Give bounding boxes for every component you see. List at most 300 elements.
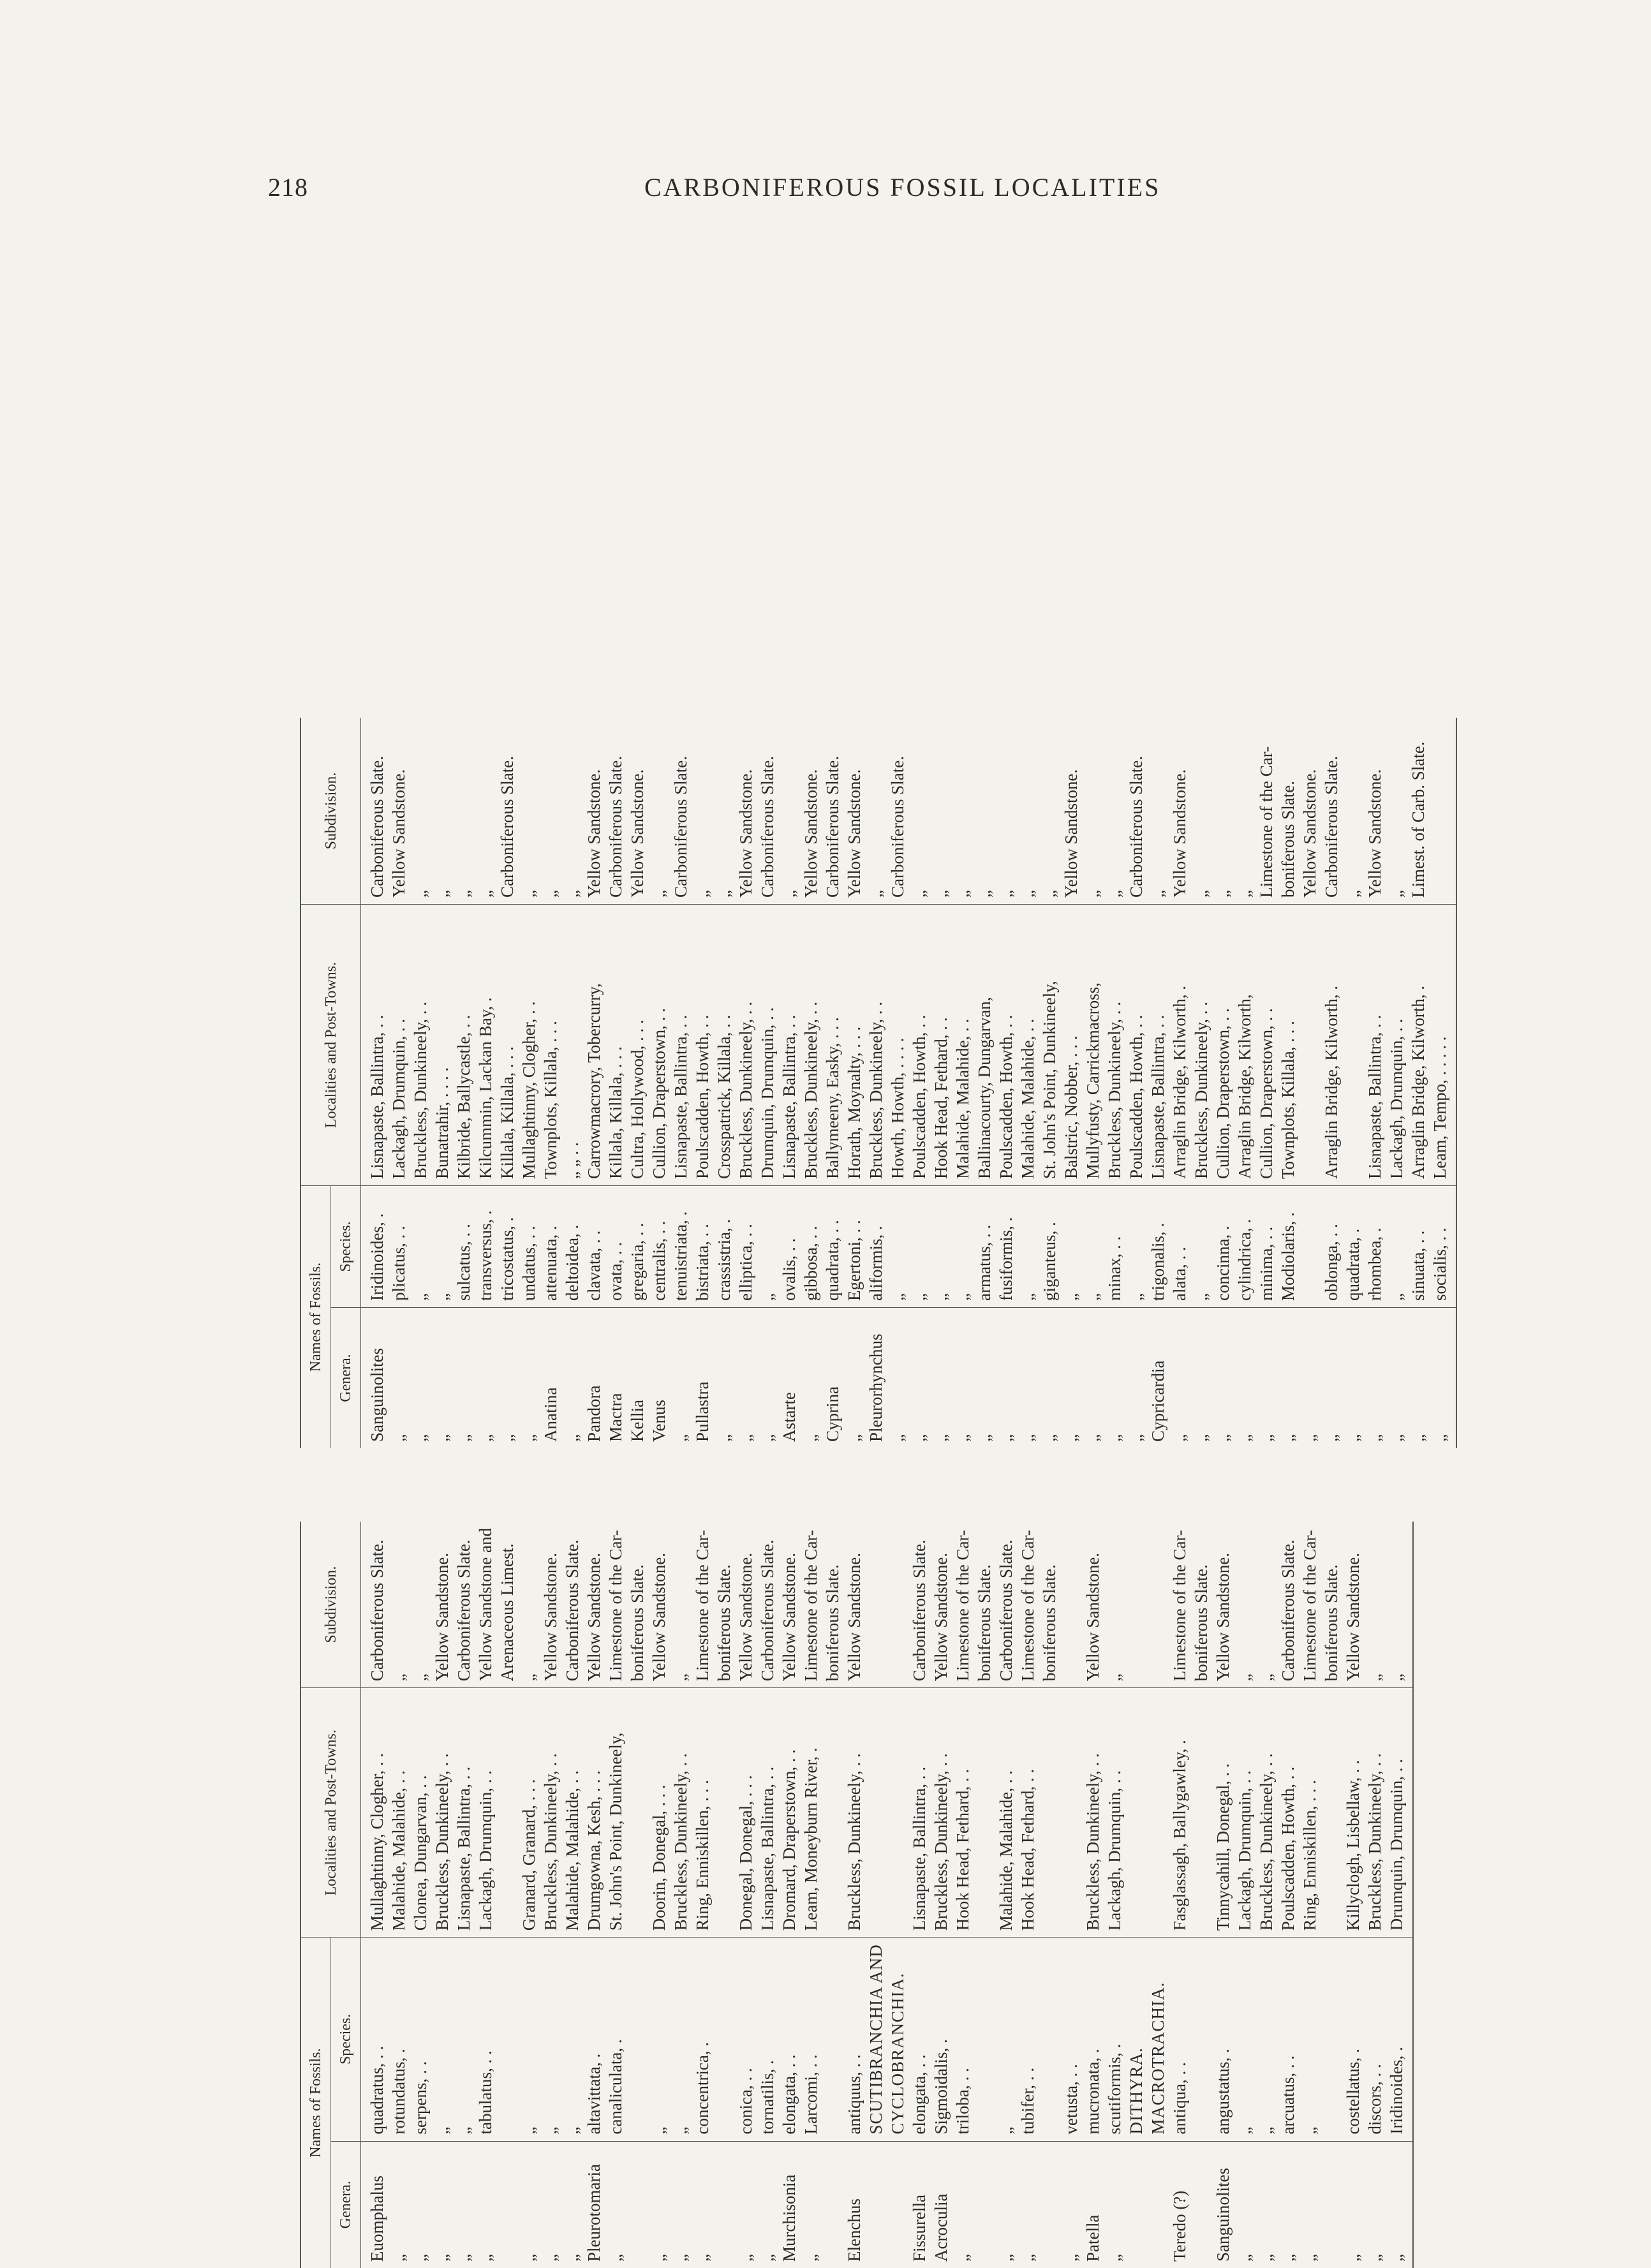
subdivision-cell: „ — [1018, 890, 1037, 898]
species-cell: trigonalis, . — [1148, 1222, 1167, 1301]
species-cell: „ — [1018, 1293, 1037, 1301]
genus-cell: „ — [801, 2254, 820, 2262]
locality-cell: Hook Head, Fethard, . . — [1018, 1768, 1037, 1931]
species-cell: „ — [1127, 1293, 1146, 1301]
genus-cell: „ — [1192, 1434, 1211, 1442]
species-cell: elliptica, . . — [736, 1224, 755, 1301]
species-cell: socialis, . . — [1430, 1227, 1449, 1301]
localities-header: Localities and Post-Towns. — [300, 905, 361, 1186]
genus-cell: „ — [888, 1434, 907, 1442]
locality-cell: Poulscadden, Howth, . . — [910, 1014, 929, 1179]
page-header — [0, 172, 1651, 211]
subdivision-cell: Yellow Sandstone. — [628, 769, 647, 898]
genus-cell: „ — [1409, 1434, 1428, 1442]
species-cell: cylindrica, . — [1235, 1219, 1254, 1301]
subdivision-cell: Yellow Sandstone. — [649, 1552, 669, 1682]
subdivision-cell: „ — [649, 890, 669, 898]
locality-cell: Lackagh, Drumquin, . . — [1387, 1018, 1406, 1179]
species-cell: scutiformis, . — [1105, 2043, 1124, 2135]
species-cell: „ — [1083, 1293, 1102, 1301]
species-cell: „ — [519, 2126, 538, 2135]
species-cell: „ — [758, 1293, 777, 1301]
subdivision-cell: Yellow Sandstone. — [736, 769, 755, 898]
locality-cell: Killyclogh, Lisbellaw, . . — [1344, 1760, 1363, 1931]
subdivision-cell: „ — [714, 890, 734, 898]
genus-cell: „ — [1300, 1434, 1319, 1442]
genus-cell: „ — [1322, 1434, 1341, 1442]
locality-cell: Hook Head, Fethard, . . — [931, 1017, 951, 1179]
page-number: 218 — [268, 173, 308, 202]
genus-cell: „ — [1430, 1434, 1449, 1442]
species-cell: fusiformis, . — [996, 1217, 1016, 1301]
locality-cell: Lisnapaste, Ballintra, . . — [758, 1767, 777, 1931]
species-cell: tubifer, . . — [1018, 2067, 1037, 2135]
locality-cell: Poulscadden, Howth, . . — [693, 1014, 712, 1179]
genus-cell: Acroculia — [931, 2193, 951, 2262]
genus-cell: „ — [411, 2254, 430, 2262]
locality-cell — [1190, 1694, 1212, 1931]
locality-cell: Poulscadden, Howth, . . — [1127, 1014, 1146, 1179]
subdivision-cell: Carboniferous Slate. — [498, 756, 517, 898]
subdivision-cell: „ — [519, 890, 538, 898]
genus-cell: Anatina — [541, 1387, 560, 1442]
subdivision-cell: Yellow Sandstone. — [845, 769, 864, 898]
species-cell: costellatus, . — [1344, 2049, 1363, 2135]
species-cell: MACROTRACHIA. — [1148, 1982, 1167, 2135]
subdivision-cell: Carboniferous Slate. — [996, 1539, 1016, 1682]
species-cell: „ — [541, 2126, 560, 2135]
locality-cell: Bruckless, Dunkineely, . . — [1105, 1002, 1124, 1179]
locality-cell: Drumquin, Drumquin, . . — [758, 1007, 777, 1179]
species-cell: „ — [910, 1293, 929, 1301]
locality-cell: Cullion, Draperstown, . . — [1257, 1008, 1276, 1179]
subdivision-cell: Yellow Sandstone. — [845, 1552, 864, 1682]
genus-cell: „ — [1344, 1434, 1363, 1442]
species-cell: alata, . . — [1170, 1247, 1189, 1301]
genus-cell: Pullastra — [693, 1381, 712, 1442]
subdivision-cell: „ — [931, 890, 951, 898]
genus-cell — [1190, 2148, 1212, 2262]
species-cell: oblonga, . . — [1322, 1224, 1341, 1301]
locality-cell — [713, 1694, 735, 1931]
genus-cell: „ — [1062, 1434, 1081, 1442]
species-cell: „ — [1257, 2126, 1276, 2135]
species-cell — [626, 1944, 648, 2134]
subdivision-cell: Carboniferous Slate. — [823, 756, 842, 898]
subdivision-cell: „ — [563, 890, 582, 898]
locality-cell: Howth, Howth, . . . . — [888, 1037, 907, 1179]
species-cell: Sigmoidalis, . — [931, 2039, 951, 2135]
genus-cell — [1039, 2148, 1060, 2262]
genus-cell: „ — [671, 2254, 690, 2262]
locality-cell: Bruckless, Dunkineely, . . — [1365, 1753, 1384, 1931]
genus-cell: „ — [671, 1434, 690, 1442]
locality-cell: Bruckless, Dunkineely, . . — [736, 1002, 755, 1179]
locality-cell: Mullaghtinny, Clogher, . . — [519, 1001, 538, 1179]
locality-cell: Clonea, Dungarvan, . . — [411, 1775, 430, 1931]
genus-cell: „ — [411, 1434, 430, 1442]
species-cell: giganteus, . — [1040, 1222, 1059, 1301]
species-cell: gregaria, . . — [628, 1222, 647, 1301]
subdivision-cell: „ — [1083, 890, 1102, 898]
subdivision-cell: „ — [1235, 1673, 1254, 1682]
lower-fossil-table — [300, 1522, 1414, 2268]
subdivision-column — [361, 1522, 1414, 1688]
subdivision-cell — [887, 1528, 908, 1681]
locality-cell: Poulscadden, Howth, . . — [1278, 1767, 1298, 1931]
species-cell: „ — [1387, 1293, 1406, 1301]
species-cell — [1039, 1944, 1060, 2134]
subdivision-cell: „ — [1257, 1673, 1276, 1682]
locality-cell: Mullyfusty, Carrickmacross, — [1083, 982, 1102, 1179]
subdivision-cell: Carboniferous Slate. — [888, 756, 907, 898]
genus-cell: Elenchus — [845, 2198, 864, 2262]
species-cell: bistriata, . . — [693, 1224, 712, 1301]
species-cell: „ — [888, 1293, 907, 1301]
locality-cell: Balstric, Nobber, . . . — [1062, 1035, 1081, 1179]
locality-cell: Bruckless, Dunkineely, . . — [931, 1753, 951, 1931]
subdivision-cell: Yellow Sandstone. — [1365, 769, 1384, 898]
subdivision-cell: „ — [1192, 890, 1211, 898]
species-cell: Iridinoides, . — [1387, 2047, 1406, 2135]
species-cell: tenuistriata, . — [671, 1211, 690, 1301]
subdivision-cell: boniferous Slate. — [1278, 781, 1298, 898]
locality-cell: Bruckless, Dunkineely, . . — [845, 1753, 864, 1931]
locality-cell: Malahide, Malahide, . . — [563, 1770, 582, 1931]
genus-cell: Sanguinolites — [1213, 2168, 1233, 2262]
locality-cell: Poulscadden, Howth, . . — [996, 1014, 1016, 1179]
genus-cell: „ — [476, 1434, 495, 1442]
subdivision-cell: Carboniferous Slate. — [563, 1539, 582, 1682]
subdivision-cell: Carboniferous Slate. — [454, 1539, 473, 1682]
genus-cell: Kellia — [628, 1400, 647, 1442]
subdivision-cell: „ — [671, 1673, 690, 1682]
locality-cell: Malahide, Malahide, . . — [953, 1018, 972, 1179]
genus-cell: Fissurella — [910, 2195, 929, 2262]
subdivision-cell: Yellow Sandstone. — [1213, 1552, 1233, 1682]
subdivision-cell — [1147, 1528, 1169, 1681]
subdivision-cell: „ — [541, 890, 560, 898]
subdivision-cell: Limest. of Carb. Slate. — [1409, 741, 1428, 898]
subdivision-cell: Limestone of the Car- — [1018, 1530, 1037, 1682]
subdivision-cell: „ — [953, 890, 972, 898]
locality-cell: Malahide, Malahide, . . — [1018, 1018, 1037, 1179]
locality-cell: Lisnapaste, Ballintra, . . — [454, 1767, 473, 1931]
species-cell: crassistria, . — [714, 1219, 734, 1301]
subdivision-cell: „ — [1105, 1673, 1124, 1682]
locality-cell: Bunatrahir, . . . . — [433, 1067, 452, 1179]
subdivision-cell: „ — [1213, 890, 1233, 898]
subdivision-cell: Limestone of the Car- — [1300, 1530, 1319, 1682]
subdivision-cell: Limestone of the Car- — [1170, 1530, 1189, 1682]
locality-cell — [887, 1694, 908, 1931]
locality-cell: Townplots, Killala, . . . — [541, 1021, 560, 1179]
genus-cell: „ — [389, 1434, 408, 1442]
locality-cell — [1147, 1694, 1169, 1931]
subdivision-cell: Yellow Sandstone. — [931, 1552, 951, 1682]
species-cell: antiqua, . . — [1170, 2062, 1189, 2135]
locality-cell: Bruckless, Dunkineely, . . — [866, 1002, 885, 1179]
locality-cell — [626, 1694, 648, 1931]
locality-cell: Donegal, Donegal, . . . — [736, 1775, 755, 1931]
genus-cell: „ — [1213, 1434, 1233, 1442]
genus-cell — [713, 2148, 735, 2262]
locality-cell: Cullion, Draperstown, . . — [1213, 1008, 1233, 1179]
species-cell: SCUTIBRANCHIA AND — [866, 1944, 885, 2135]
genus-cell: „ — [433, 2254, 452, 2262]
subdivision-cell: boniferous Slate. — [1322, 1564, 1341, 1682]
genus-cell: „ — [714, 1434, 734, 1442]
subdivision-cell: boniferous Slate. — [1192, 1564, 1211, 1682]
genus-cell: „ — [996, 1434, 1016, 1442]
locality-cell: Killala, Killala, . . . — [498, 1046, 517, 1179]
genus-cell — [1125, 2148, 1147, 2262]
genus-cell: „ — [454, 1434, 473, 1442]
subdivision-cell: Yellow Sandstone. — [736, 1552, 755, 1682]
species-cell: rotundatus, . — [389, 2049, 408, 2135]
names-of-fossils-header: Names of Fossils. — [300, 1938, 331, 2268]
species-cell: Modiolaris, . — [1278, 1212, 1298, 1301]
locality-cell — [1321, 1694, 1342, 1931]
subdivision-cell: Yellow Sandstone. — [1170, 769, 1189, 898]
genus-cell: Pandora — [584, 1385, 603, 1442]
species-cell: minima, . . — [1257, 1226, 1276, 1301]
genus-cell: „ — [996, 2254, 1016, 2262]
genus-cell: „ — [845, 1434, 864, 1442]
locality-cell: Lackagh, Drumquin, . . — [1235, 1770, 1254, 1931]
locality-cell: Doorin, Donegal, . . . — [649, 1784, 669, 1931]
locality-cell: Granard, Granard, . . . — [519, 1779, 538, 1931]
genus-cell: „ — [1018, 2254, 1037, 2262]
genus-cell: „ — [433, 1434, 452, 1442]
subdivision-cell: boniferous Slate. — [714, 1564, 734, 1682]
subdivision-cell: boniferous Slate. — [975, 1564, 994, 1682]
subdivision-cell: „ — [1387, 890, 1406, 898]
species-cell: tabulatus, . . — [476, 2050, 495, 2135]
locality-cell: Tinnycahill, Donegal, . . — [1213, 1763, 1233, 1931]
species-cell: quadrata, . — [1344, 1228, 1363, 1301]
species-cell: Larcomi, . . — [801, 2054, 820, 2135]
genus-cell: „ — [953, 1434, 972, 1442]
genus-cell: „ — [1387, 2254, 1406, 2262]
subdivision-cell: Yellow Sandstone. — [1300, 769, 1319, 898]
subdivision-cell: Yellow Sandstone. — [1062, 769, 1081, 898]
subdivision-cell: „ — [975, 890, 994, 898]
species-cell: undatus, . . — [519, 1226, 538, 1301]
genus-cell: „ — [476, 2254, 495, 2262]
locality-cell: Bruckless, Dunkineely, . . — [801, 1002, 820, 1179]
species-header: Species. — [331, 1186, 361, 1308]
subdivision-cell: „ — [910, 890, 929, 898]
subdivision-cell: Carboniferous Slate. — [758, 1539, 777, 1682]
locality-cell: Kilbride, Ballycastle, . . — [454, 1014, 473, 1179]
locality-cell: Arraglin Bridge, Kilworth, . — [1170, 986, 1189, 1179]
genus-cell: Euomphalus — [367, 2175, 387, 2262]
species-cell: quadrata, . . — [823, 1220, 842, 1301]
species-column — [361, 1938, 1414, 2141]
species-cell: conica, . . — [736, 2068, 755, 2135]
subdivision-cell: „ — [866, 890, 885, 898]
subdivision-cell: „ — [1387, 1673, 1406, 1682]
locality-cell: Arraglin Bridge, Kilworth, — [1235, 994, 1254, 1179]
locality-cell: Bruckless, Dunkineely, . . — [433, 1753, 452, 1931]
subdivision-cell: Yellow Sandstone. — [584, 769, 603, 898]
subdivision-cell: boniferous Slate. — [628, 1564, 647, 1682]
subdivision-cell: Carboniferous Slate. — [758, 756, 777, 898]
species-cell: vetusta, . . — [1062, 2064, 1081, 2135]
locality-cell: Malahide, Malahide, . . — [996, 1770, 1016, 1931]
genus-cell: „ — [606, 2254, 625, 2262]
genus-cell: „ — [563, 2254, 582, 2262]
species-cell: armatus, . . — [975, 1224, 994, 1301]
genus-cell: Patella — [1083, 2214, 1102, 2262]
species-cell: attenuata, . — [541, 1226, 560, 1301]
subdivision-header: Subdivision. — [300, 718, 361, 905]
genus-cell: „ — [1170, 1434, 1189, 1442]
subdivision-cell: Limestone of the Car- — [606, 1530, 625, 1682]
genus-cell: „ — [498, 1434, 517, 1442]
species-cell: arcuatus, . . — [1278, 2055, 1298, 2135]
subdivision-cell: Yellow Sandstone. — [433, 1552, 452, 1682]
genus-cell: „ — [1278, 1434, 1298, 1442]
genus-cell: „ — [1018, 1434, 1037, 1442]
genus-cell: „ — [1344, 2254, 1363, 2262]
subdivision-cell: Yellow Sandstone. — [389, 769, 408, 898]
locality-cell: Lackagh, Drumquin, . . — [389, 1018, 408, 1179]
locality-cell: Lackagh, Drumquin, . . — [476, 1770, 495, 1931]
species-cell: quadratus, . . — [367, 2045, 387, 2135]
genus-cell: „ — [910, 1434, 929, 1442]
genus-cell — [1321, 2148, 1342, 2262]
locality-cell: Bruckless, Dunkineely, . . — [1192, 1002, 1211, 1179]
genus-cell — [496, 2148, 518, 2262]
genus-cell: „ — [1278, 2254, 1298, 2262]
species-cell: ovata, . . — [606, 1241, 625, 1301]
locality-cell — [974, 1694, 995, 1931]
subdivision-cell: Yellow Sandstone and — [476, 1528, 495, 1682]
genus-cell: „ — [1083, 1434, 1102, 1442]
subdivision-cell: „ — [454, 890, 473, 898]
species-cell: ovalis, . . — [780, 1238, 799, 1301]
locality-cell — [1125, 1694, 1147, 1931]
upper-table-region — [300, 242, 1506, 1442]
species-cell: concinna, . — [1213, 1226, 1233, 1301]
genus-cell — [626, 2148, 648, 2262]
genus-cell: „ — [736, 2254, 755, 2262]
locality-cell: Lisnapaste, Ballintra, . . — [780, 1014, 799, 1179]
species-cell: „ — [433, 2126, 452, 2135]
subdivision-cell: Carboniferous Slate. — [1278, 1539, 1298, 1682]
locality-cell: Lisnapaste, Ballintra, . . — [671, 1014, 690, 1179]
genus-cell: Pleurorhynchus — [866, 1333, 885, 1442]
species-cell: „ — [563, 2126, 582, 2135]
locality-cell: Hook Head, Fethard, . . — [953, 1768, 972, 1931]
locality-cell — [1060, 1694, 1082, 1931]
subdivision-cell: „ — [476, 890, 495, 898]
species-cell: triloba, . . — [953, 2068, 972, 2135]
species-cell: sulcatus, . . — [454, 1224, 473, 1301]
locality-cell: Arraglin Bridge, Kilworth, . — [1322, 986, 1341, 1179]
genus-cell — [974, 2148, 995, 2262]
lower-table-region — [300, 1062, 1506, 2262]
subdivision-cell: „ — [1040, 890, 1059, 898]
locality-cell: Drumquin, Drumquin, . . — [1387, 1758, 1406, 1931]
genera-column — [361, 2141, 1414, 2268]
genus-cell: „ — [801, 1434, 820, 1442]
locality-cell: Lisnapaste, Ballintra, . . — [367, 1014, 387, 1179]
subdivision-cell: „ — [411, 1673, 430, 1682]
genus-cell: „ — [1257, 2254, 1276, 2262]
genus-cell: „ — [736, 1434, 755, 1442]
locality-cell: Bruckless, Dunkineely, . . — [411, 1002, 430, 1179]
species-cell: antiquus, . . — [845, 2054, 864, 2135]
locality-cell: Kilcummin, Lackan Bay, . — [476, 997, 495, 1179]
genus-cell: „ — [389, 2254, 408, 2262]
genera-header: Genera. — [331, 2141, 361, 2268]
species-cell: deltoidea, . — [563, 1224, 582, 1301]
subdivision-cell: „ — [1105, 890, 1124, 898]
subdivision-cell: boniferous Slate. — [823, 1564, 842, 1682]
subdivision-cell: Limestone of the Car- — [801, 1530, 820, 1682]
species-cell: discors, . . — [1365, 2064, 1384, 2135]
species-cell: altavittata, . — [584, 2053, 603, 2135]
subdivision-cell: Yellow Sandstone. — [584, 1552, 603, 1682]
locality-cell: Cultra, Hollywood, . . . — [628, 1019, 647, 1179]
localities-header: Localities and Post-Towns. — [300, 1688, 361, 1938]
genus-cell: Cypricardia — [1148, 1360, 1167, 1442]
locality-cell: Ring, Enniskillen, . . . — [693, 1779, 712, 1931]
genus-cell: „ — [563, 1434, 582, 1442]
species-cell: tornatilis, . — [758, 2060, 777, 2135]
locality-cell: Mullaghtinny, Clogher, . . — [367, 1753, 387, 1931]
species-header: Species. — [331, 1938, 361, 2141]
subdivision-cell: Limestone of the Car- — [953, 1530, 972, 1682]
names-of-fossils-header: Names of Fossils. — [300, 1186, 331, 1449]
species-cell: „ — [953, 1293, 972, 1301]
subdivision-cell: Carboniferous Slate. — [367, 756, 387, 898]
species-cell: sinuata, . . — [1409, 1230, 1428, 1301]
genus-cell: Sanguinolites — [367, 1348, 387, 1442]
subdivision-cell: Yellow Sandstone. — [780, 1552, 799, 1682]
locality-cell: Malahide, Malahide, . . — [389, 1770, 408, 1931]
genus-cell: „ — [758, 1434, 777, 1442]
subdivision-cell — [1429, 724, 1451, 898]
genus-cell: „ — [519, 2254, 538, 2262]
locality-cell: Townplots, Killala, . . . — [1278, 1021, 1298, 1179]
localities-column — [361, 1688, 1414, 1938]
locality-cell — [496, 1694, 518, 1931]
genus-cell: „ — [454, 2254, 473, 2262]
locality-cell: Lisnapaste, Ballintra, . . — [1148, 1014, 1167, 1179]
species-cell: tricostatus, . — [498, 1217, 517, 1301]
genus-cell: Mactra — [606, 1393, 625, 1442]
genus-cell: Murchisonia — [780, 2174, 799, 2262]
species-cell — [1190, 1944, 1212, 2134]
species-cell: plicatus, . . — [389, 1226, 408, 1301]
genus-cell — [887, 2148, 908, 2262]
locality-cell: Killala, Killala, . . . — [606, 1046, 625, 1179]
species-cell — [974, 1944, 995, 2134]
genus-cell: „ — [975, 1434, 994, 1442]
locality-cell: Lisnapaste, Ballintra, . . — [910, 1767, 929, 1931]
genus-cell: Venus — [649, 1400, 669, 1442]
locality-cell: Crosspatrick, Killala, . . — [714, 1014, 734, 1179]
locality-cell: Carrowmacrory, Tobercurry, — [584, 983, 603, 1179]
subdivision-cell: „ — [411, 890, 430, 898]
locality-cell: Arraglin Bridge, Kilworth, . — [1409, 986, 1428, 1179]
species-cell: transversus, . — [476, 1210, 495, 1301]
genus-cell: „ — [693, 2254, 712, 2262]
